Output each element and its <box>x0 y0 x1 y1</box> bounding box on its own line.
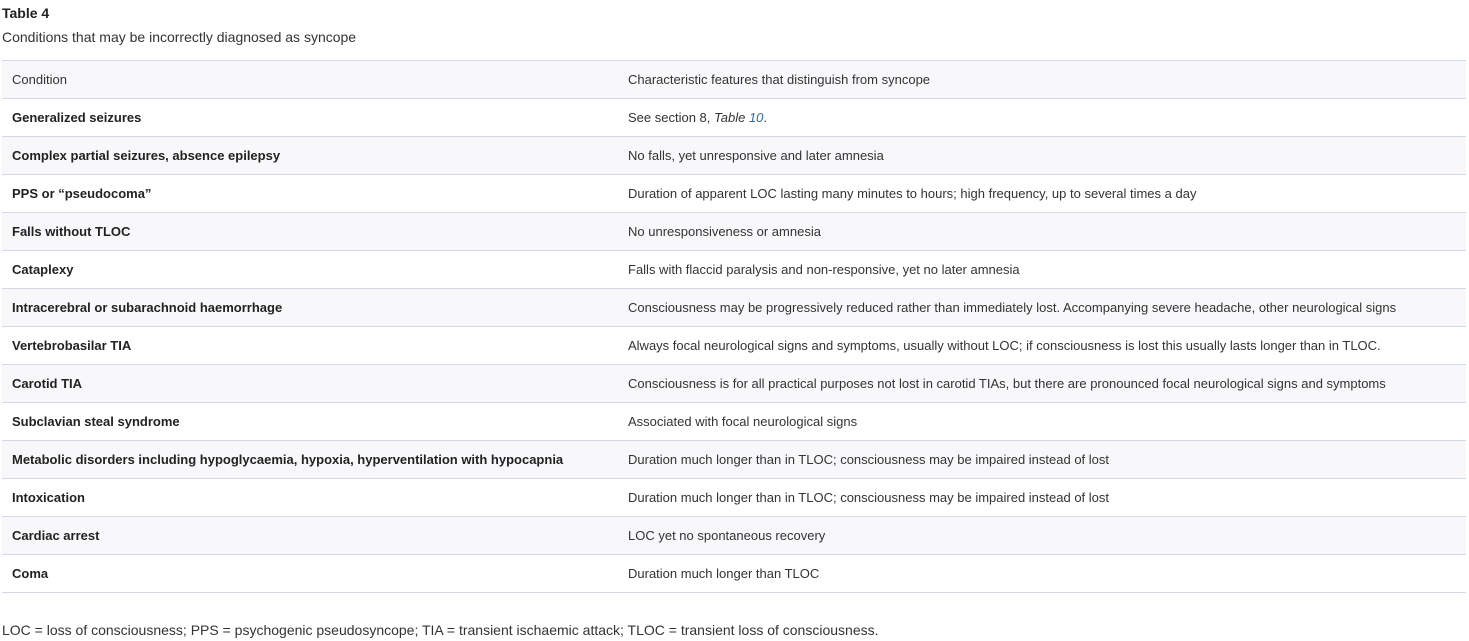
condition-cell: Cardiac arrest <box>2 517 616 555</box>
features-cell <box>616 99 1466 137</box>
features-cell: No falls, yet unresponsive and later amnesia <box>616 137 1466 175</box>
condition-cell: Generalized seizures <box>2 99 616 137</box>
table-row <box>2 99 1466 137</box>
table-row <box>2 137 1466 175</box>
table-row <box>2 517 1466 555</box>
features-cell: Falls with flaccid paralysis and non-responsive, yet no later amnesia <box>616 251 1466 289</box>
features-cell: Always focal neurological signs and symptoms, usually without LOC; if consciousness is lost this usually lasts longer than in TLOC. <box>616 327 1466 365</box>
table-row <box>2 555 1466 593</box>
table-caption: Conditions that may be incorrectly diagnosed as syncope <box>2 29 357 45</box>
table-10-link[interactable]: 10 <box>748 109 764 125</box>
table-header-row <box>2 61 1466 99</box>
header-condition: Condition <box>2 61 616 99</box>
table-row <box>2 251 1466 289</box>
condition-cell: Intoxication <box>2 479 616 517</box>
condition-cell: Metabolic disorders including hypoglycaemia, hypoxia, hyperventilation with hypocapnia <box>2 441 616 479</box>
header-features: Characteristic features that distinguish from syncope <box>616 61 1466 99</box>
table-row <box>2 365 1466 403</box>
features-cell: Consciousness may be progressively reduced rather than immediately lost. Accompanying severe headache, other neurological signs <box>616 289 1466 327</box>
table-title: Table 4 <box>2 5 50 21</box>
features-cell: Associated with focal neurological signs <box>616 403 1466 441</box>
table-row <box>2 175 1466 213</box>
features-cell: LOC yet no spontaneous recovery <box>616 517 1466 555</box>
table-container <box>2 60 1466 593</box>
table-row <box>2 441 1466 479</box>
features-cell: Duration much longer than in TLOC; consciousness may be impaired instead of lost <box>616 441 1466 479</box>
condition-cell: Cataplexy <box>2 251 616 289</box>
condition-cell: Complex partial seizures, absence epilepsy <box>2 137 616 175</box>
features-cell: Duration much longer than TLOC <box>616 555 1466 593</box>
condition-cell: Intracerebral or subarachnoid haemorrhage <box>2 289 616 327</box>
table-row <box>2 479 1466 517</box>
features-cell: Consciousness is for all practical purposes not lost in carotid TIAs, but there are pronounced focal neurological signs and symptoms <box>616 365 1466 403</box>
table-row <box>2 327 1466 365</box>
features-text: See section 8, <box>628 109 714 125</box>
features-suffix: . <box>763 109 768 125</box>
table-row <box>2 403 1466 441</box>
condition-cell: Vertebrobasilar TIA <box>2 327 616 365</box>
condition-cell: PPS or “pseudocoma” <box>2 175 616 213</box>
features-cell: No unresponsiveness or amnesia <box>616 213 1466 251</box>
condition-cell: Subclavian steal syndrome <box>2 403 616 441</box>
condition-cell: Coma <box>2 555 616 593</box>
table-row <box>2 289 1466 327</box>
condition-cell: Carotid TIA <box>2 365 616 403</box>
condition-cell: Falls without TLOC <box>2 213 616 251</box>
features-cell: Duration of apparent LOC lasting many minutes to hours; high frequency, up to several times a day <box>616 175 1466 213</box>
table-footnote: LOC = loss of consciousness; PPS = psychogenic pseudosyncope; TIA = transient ischaemic attack; TLOC = transient loss of consciousness. <box>2 622 879 638</box>
features-cell: Duration much longer than in TLOC; consciousness may be impaired instead of lost <box>616 479 1466 517</box>
conditions-table <box>2 60 1466 593</box>
table-ref-label: Table <box>714 109 749 125</box>
table-row <box>2 213 1466 251</box>
